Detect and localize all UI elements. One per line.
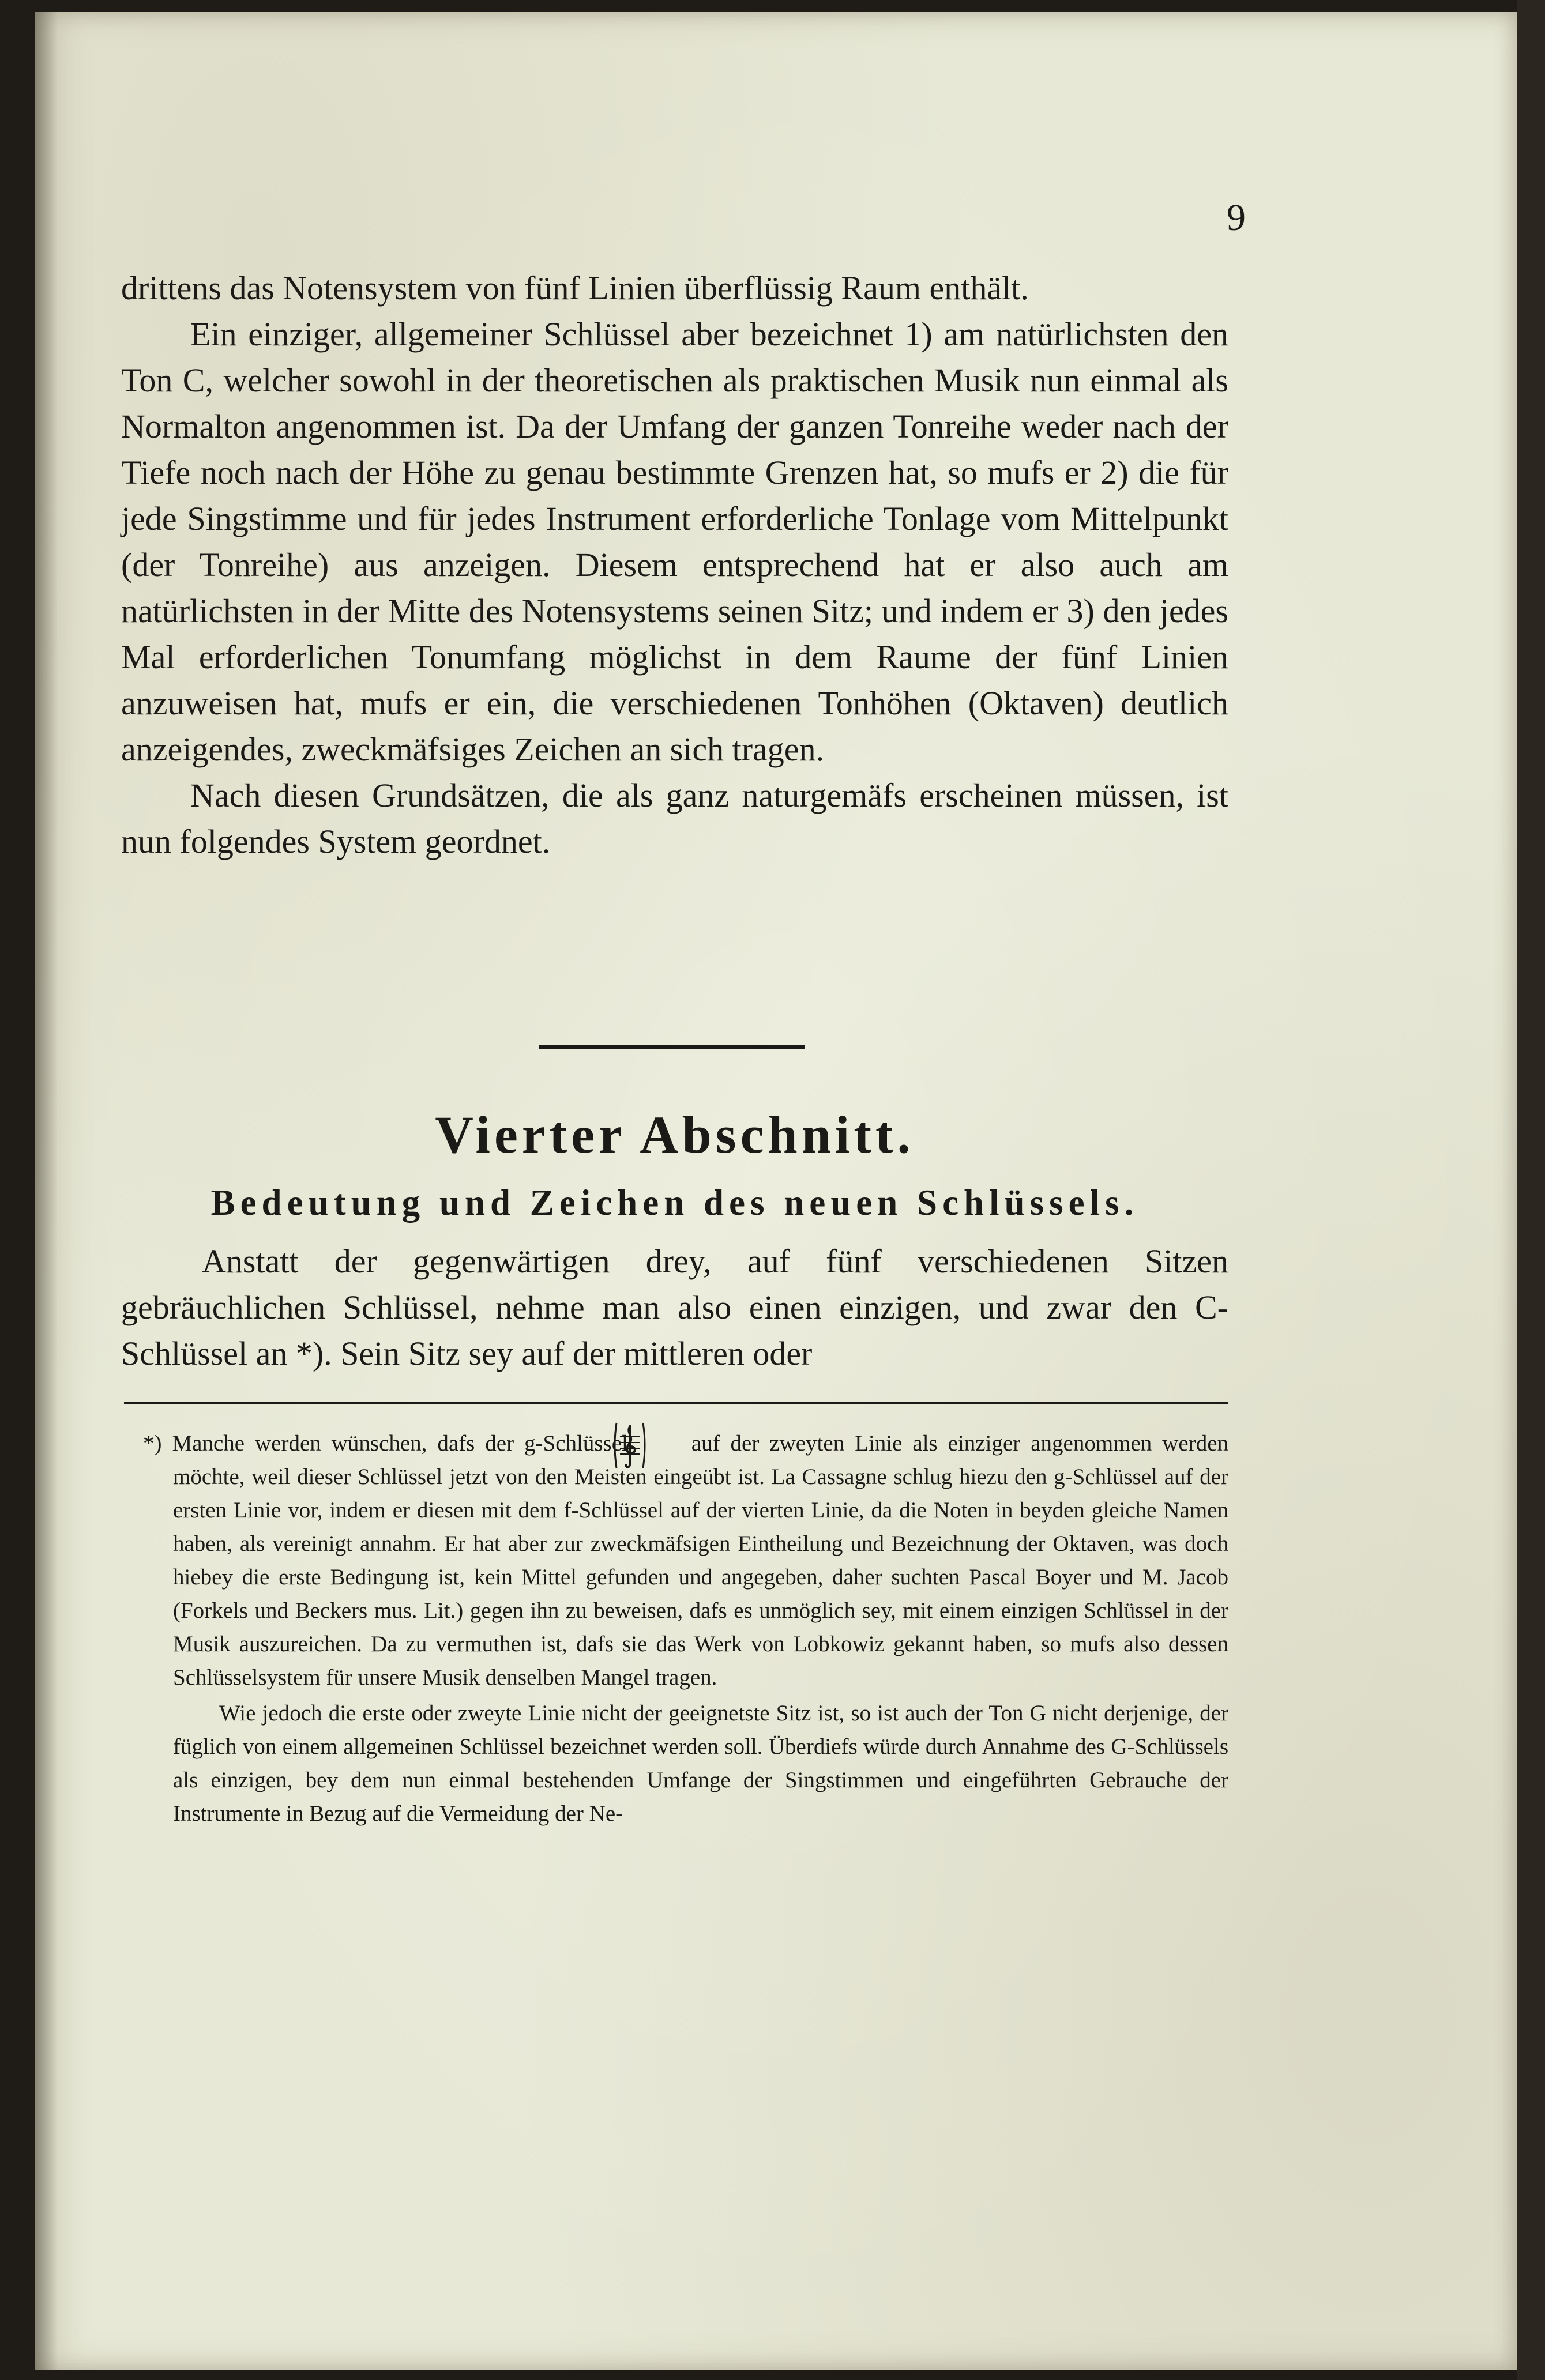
- paragraph-2: Ein einziger, allgemeiner Schlüssel aber bezeichnet 1) am natürlichsten den Ton C, welcher sowohl in der theoretischen als praktischen Musik nun einmal als Normalton angenommen ist. Da der Umfang der ganzen Tonreihe weder nach der Tiefe noch nach der Höhe zu genau bestimmte Grenzen hat, so mufs er 2) die für jede Singstimme und für jedes Instrument erforderliche Tonlage vom Mittelpunkt (der Tonreihe) aus anzeigen. Diesem entsprechend hat er also auch am natürlichsten in der Mitte des Notensystems seinen Sitz; und indem er 3) den jedes Mal erforderlichen Tonumfang möglichst in dem Raume der fünf Linien anzuweisen hat, mufs er ein, die verschiedenen Tonhöhen (Oktaven) deutlich anzeigendes, zweckmäfsiges Zeichen an sich tragen.: [121, 315, 1228, 768]
- section-subtitle: Bedeutung und Zeichen des neuen Schlüssels.: [210, 1183, 1139, 1223]
- footnote-marker: *): [143, 1431, 162, 1456]
- page-number: 9: [1227, 197, 1246, 239]
- section-paragraph: Anstatt der gegenwärtigen drey, auf fünf verschiedenen Sitzen gebräuchlichen Schlüssel, nehme man also einen einzigen, und zwar den C-Schlüssel an *). Sein Sitz sey auf der mittleren oder: [121, 1242, 1228, 1372]
- body-text: [121, 265, 1228, 865]
- footnote-2: Wie jedoch die erste oder zweyte Linie nicht der geeignetste Sitz ist, so ist auch der Ton G nicht derjenige, der füglich von einem allgemeinen Schlüssel bezeichnet werden soll. Überdiefs würde durch Annahme des G-Schlüssels als einzigen, bey dem nun einmal bestehenden Umfange der Singstimmen und eingeführten Gebrauche der Instrumente in Bezug auf die Vermeidung der Ne-: [173, 1701, 1228, 1826]
- footnote-divider: [124, 1402, 1228, 1404]
- footnote-1: [143, 1427, 1229, 1694]
- paragraph-3: Nach diesen Grundsätzen, die als ganz naturgemäfs erscheinen müssen, ist nun folgendes System geordnet.: [121, 777, 1228, 860]
- footnotes: [143, 1427, 1229, 1831]
- page-edge-dark: [1517, 0, 1545, 2380]
- footnote-rest: auf der zweyten Linie als einziger angenommen werden möchte, weil dieser Schlüssel jetzt von den Meisten eingeübt ist. La Cassagne schlug hiezu den g-Schlüssel auf der ersten Linie vor, indem er diesen mit dem f-Schlüssel auf der vierten Linie, da die Noten in beyden gleiche Namen haben, als vereinigt annahm. Er hat aber zur zweckmäfsigen Eintheilung und Bezeichnung der Oktaven, was doch hiebey die erste Bedingung ist, kein Mittel gefunden und angegeben, daher suchten Pascal Boyer und M. Jacob (Forkels und Beckers mus. Lit.) gegen ihn zu beweisen, dafs es unmöglich sey, mit einem einzigen Schlüssel in der Musik auszureichen. Da zu vermuthen ist, dafs sie das Werk von Lobkowiz gekannt haben, so mufs also dessen Schlüsselsystem für unsere Musik denselben Mangel tragen.: [173, 1431, 1229, 1690]
- section-title: Vierter Abschnitt.: [435, 1105, 915, 1164]
- spine-shadow: [35, 12, 58, 2370]
- treble-clef-icon: [642, 1419, 678, 1471]
- paragraph-1: drittens das Notensystem von fünf Linien überflüssig Raum enthält.: [121, 269, 1029, 307]
- section-divider: [539, 1045, 805, 1049]
- footnote-lead: Manche werden wünschen, dafs der g-Schlüssel: [172, 1431, 628, 1456]
